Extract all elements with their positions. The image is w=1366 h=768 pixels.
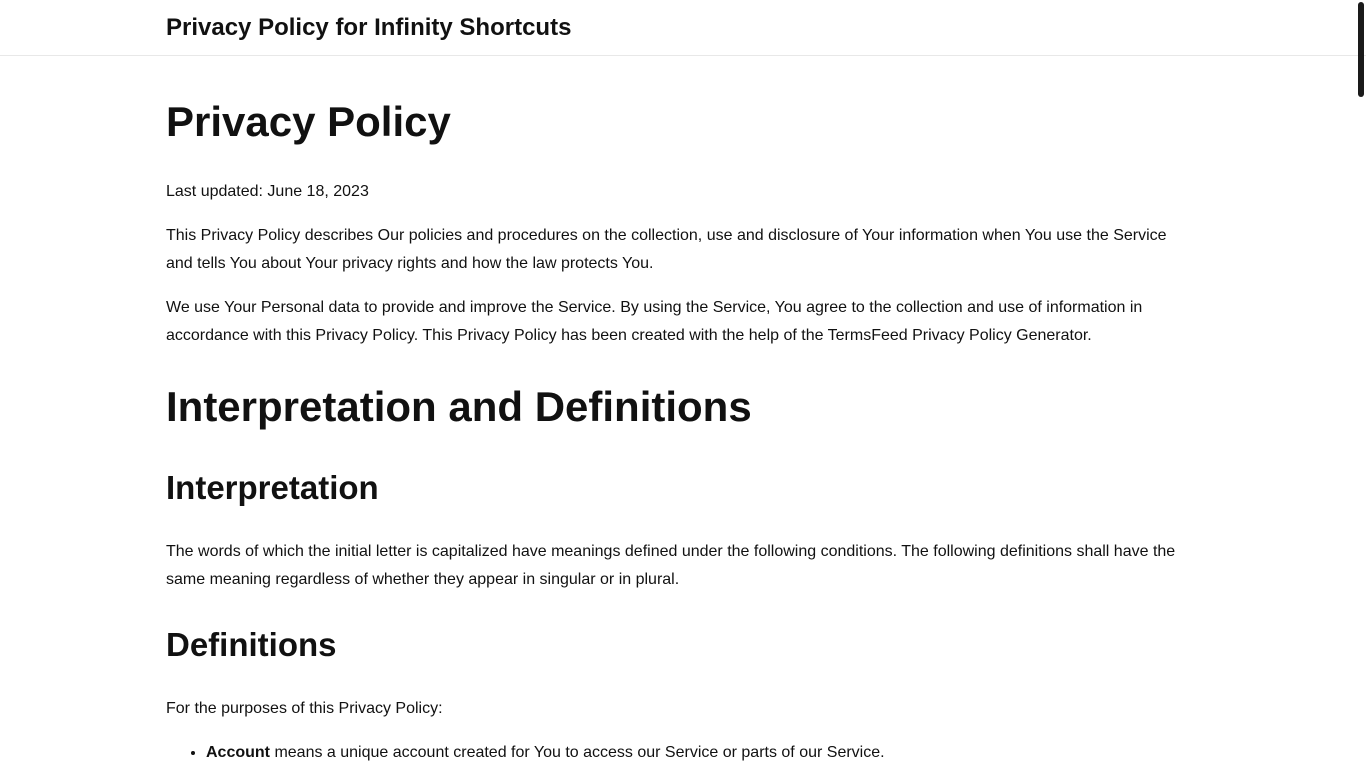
scrollbar-thumb[interactable]	[1358, 2, 1364, 97]
intro-paragraph-2: We use Your Personal data to provide and improve the Service. By using the Service, You agree to the collection and use of information in accordance with this Privacy Policy. This Privacy Policy has been created with the help of the TermsFeed Privacy Policy Generator.	[166, 299, 1143, 344]
interpretation-paragraph: The words of which the initial letter is capitalized have meanings defined under the following conditions. The following definitions shall have the same meaning regardless of whether they appear in singular or in plural.	[166, 543, 1176, 588]
list-item	[206, 739, 1186, 767]
subsection-heading-interpretation: Interpretation	[166, 469, 379, 506]
definition-term: Account	[206, 744, 270, 761]
definition-text: means a unique account created for You to access our Service or parts of our Service.	[270, 744, 885, 761]
site-header	[0, 0, 1366, 56]
intro-paragraph-1: This Privacy Policy describes Our policies and procedures on the collection, use and disclosure of Your information when You use the Service and tells You about Your privacy rights and how the law protects You.	[166, 227, 1167, 272]
last-updated: Last updated: June 18, 2023	[166, 183, 369, 200]
site-title[interactable]: Privacy Policy for Infinity Shortcuts	[166, 14, 572, 41]
definitions-intro: For the purposes of this Privacy Policy:	[166, 700, 443, 717]
subsection-heading-definitions: Definitions	[166, 626, 337, 663]
definitions-list	[166, 739, 1186, 767]
page-title: Privacy Policy	[166, 98, 451, 145]
section-heading-interpretation-definitions: Interpretation and Definitions	[166, 383, 752, 430]
